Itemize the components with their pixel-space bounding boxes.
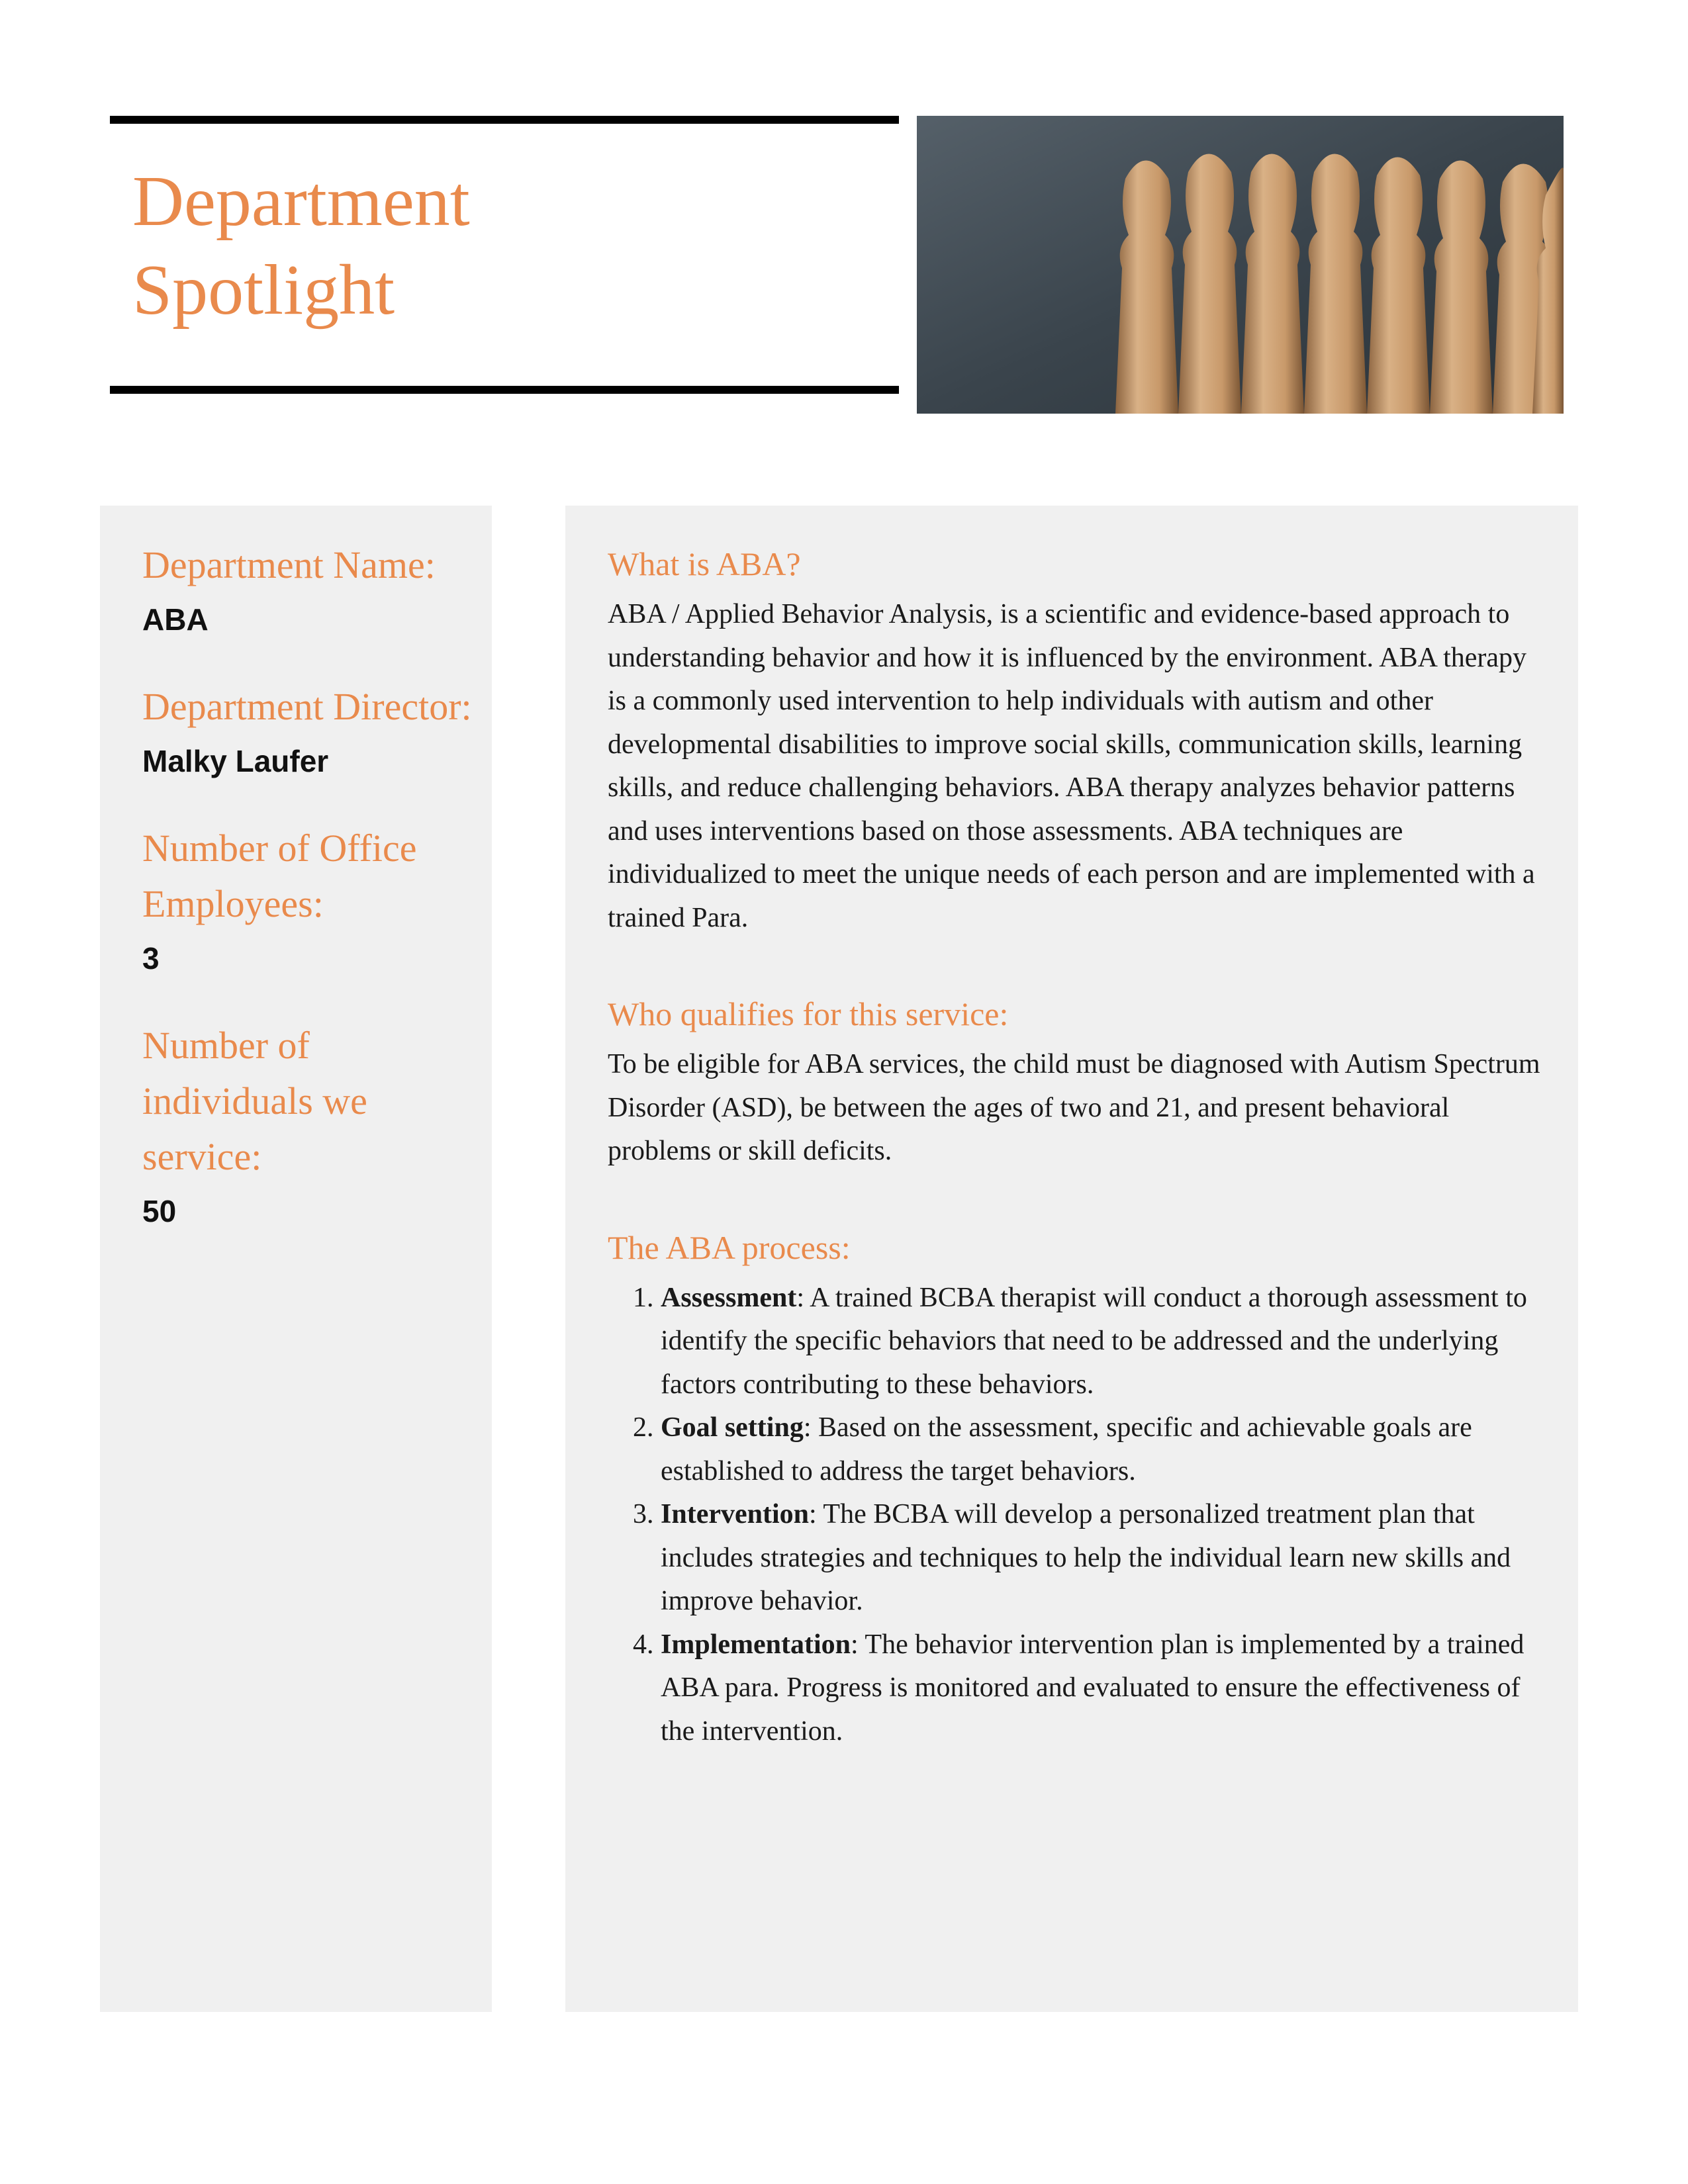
department-director-label: Department Director: [142, 685, 472, 728]
main-content [608, 537, 1548, 1753]
title-line-2: Spotlight [132, 251, 395, 330]
office-employees-label: Number of Office Employees: [142, 827, 417, 925]
step-text: : Based on the assessment, specific and achievable goals are established to address the target behaviors. [661, 1412, 1472, 1486]
department-facts [142, 537, 473, 1271]
who-qualifies-heading: Who qualifies for this service: [608, 995, 1009, 1032]
page-title [132, 158, 470, 335]
hero-image [917, 116, 1564, 414]
aba-process-heading: The ABA process: [608, 1228, 851, 1266]
title-line-1: Department [132, 162, 470, 241]
process-step [661, 1277, 1548, 1407]
department-director-value: Malky Laufer [142, 744, 329, 778]
step-text: : A trained BCBA therapist will conduct a thorough assessment to identify the specific behaviors that need to be addressed and the underlying factors contributing to these behaviors. [661, 1282, 1527, 1400]
process-step [661, 1623, 1548, 1754]
process-step [661, 1406, 1548, 1493]
what-is-aba-heading: What is ABA? [608, 545, 801, 582]
header-bottom-rule [110, 386, 899, 394]
step-term: Assessment [661, 1282, 797, 1313]
process-step [661, 1493, 1548, 1623]
wooden-figures-illustration [917, 116, 1564, 414]
what-is-aba-text: ABA / Applied Behavior Analysis, is a scientific and evidence-based approach to understanding behavior and how it is influenced by the environment. ABA therapy is a commonly used intervention to help individuals with autism and other developmental disabilities to improve social skills, communication skills, learning skills, and reduce challenging behaviors. ABA therapy analyzes behavior patterns and uses interventions based on those assessments. ABA techniques are individualized to meet the unique needs of each person and are implemented with a trained Para. [608, 599, 1535, 933]
department-name-label: Department Name: [142, 543, 436, 586]
what-is-aba-section [608, 537, 1548, 940]
aba-process-section [608, 1221, 1548, 1754]
step-text: : The behavior intervention plan is implemented by a trained ABA para. Progress is monitored and evaluated to ensure the effectiveness of the intervention. [661, 1629, 1524, 1747]
office-employees-value: 3 [142, 941, 160, 976]
who-qualifies-text: To be eligible for ABA services, the child must be diagnosed with Autism Spectrum Disorder (ASD), be between the ages of two and 21, and present behavioral problems or skill deficits. [608, 1049, 1540, 1166]
step-text: : The BCBA will develop a personalized treatment plan that includes strategies and techniques to help the individual learn new skills and improve behavior. [661, 1499, 1511, 1616]
individuals-served-label: Number of individuals we service: [142, 1024, 367, 1178]
step-term: Goal setting [661, 1412, 804, 1443]
who-qualifies-section [608, 987, 1548, 1173]
step-term: Intervention [661, 1499, 809, 1529]
department-name-value: ABA [142, 602, 209, 637]
individuals-served-value: 50 [142, 1194, 177, 1228]
step-term: Implementation [661, 1629, 851, 1660]
header-top-rule [110, 116, 899, 124]
aba-process-steps [608, 1277, 1548, 1754]
